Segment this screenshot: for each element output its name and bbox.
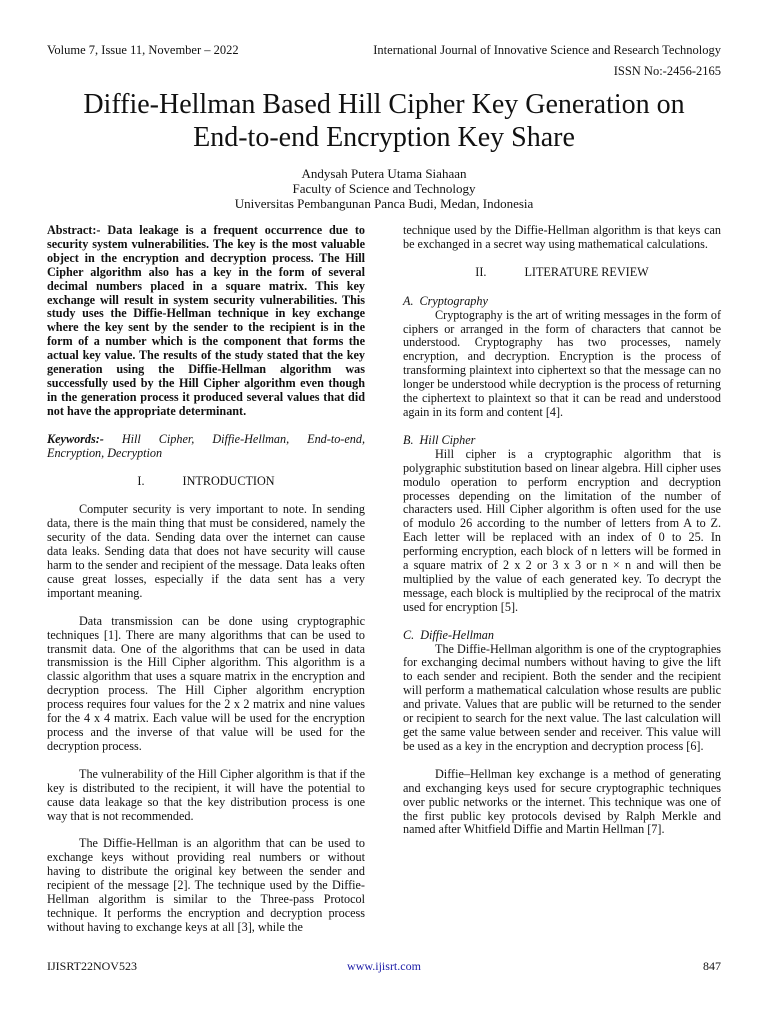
keywords-label: Keywords:- (47, 431, 104, 446)
page-number: 847 (703, 959, 721, 973)
right-column (403, 224, 721, 837)
author-university: Universitas Pembangunan Panca Budi, Medan, Indonesia (234, 196, 534, 211)
author-name: Andysah Putera Utama Siahaan (301, 166, 467, 181)
paper-id: IJISRT22NOV523 (47, 959, 137, 973)
title-line-1: Diffie-Hellman Based Hill Cipher Key Generation on (83, 89, 685, 120)
subsection-heading-diffie-hellman: C. Diffie-Hellman (403, 627, 494, 642)
intro-paragraph-3: The vulnerability of the Hill Cipher algorithm is that if the key is distributed to the recipient, it will have the potential to cause data leakage so that the key distribution process is one way that is not recommended. (47, 766, 365, 823)
author-block (0, 166, 768, 211)
author-faculty: Faculty of Science and Technology (292, 181, 476, 196)
keywords (47, 433, 365, 461)
abstract-text: Data leakage is a frequent occurrence due to security system vulnerabilities. The key is the most valuable object in the encryption and decryption process. The Hill Cipher algorithm also has a key in the form of several decimal numbers placed in a square matrix. This key exchange will result in system security vulnerabilities. This study uses the Diffie-Hellman technique in key exchange where the key sent by the sender to the recipient is in the form of a number which is the component that forms the actual key value. The results of the study stated that the key generation using the Diffie-Hellman algorithm was successfully used by the Hill Cipher algorithm even though in the generation process it produced several values that did not have the appropriate determinant. (47, 223, 365, 418)
section-heading-literature-review (403, 266, 721, 280)
intro-paragraph-2: Data transmission can be done using cryptographic techniques [1]. There are many algorithms that can be used to transmit data. One of the algorithms that can be used in data transmission is the Hill Cipher algorithm. This algorithm is a classic algorithm that uses a square matrix in the encryption and decryption process. The Hill Cipher algorithm encryption process requires four values for the 2 x 2 matrix and nine values for the 4 x 4 matrix. Each value will be used for the encryption process and the inverse of that value will be used for the decryption process. (47, 613, 365, 753)
subsection-heading-hill-cipher: B. Hill Cipher (403, 432, 476, 447)
intro-continuation: technique used by the Diffie-Hellman algorithm is that keys can be exchanged in a secret way using mathematical calculations. (403, 223, 721, 251)
abstract (47, 224, 365, 419)
intro-paragraph-1: Computer security is very important to note. In sending data, there is the main thing that must be considered, namely the security of the data. Sending data over the internet can cause data leaks. Sending data that does not have security will cause harm to the sender and recipient of the message. Data leaks often cause great losses, especially if the data sent has a very important meaning. (47, 502, 365, 600)
subsection-heading-cryptography: A. Cryptography (403, 293, 488, 308)
title-line-2: End-to-end Encryption Key Share (193, 122, 575, 153)
section-heading-introduction (47, 475, 365, 489)
hill-cipher-paragraph: Hill cipher is a cryptographic algorithm that is polygraphic substitution based on linear algebra. Hill cipher uses modulo operation to perform encryption and decryption processes depending on the limitation of the number of characters used. Hill Cipher algorithm is often used for the use of modulo 26 according to the number of letters from A to Z. Each letter will be replaced with an index of 0 to 25. In performing encryption, each block of n letters will be formed in a square matrix of 2 x 2 or 3 x 3 or n × n and will then be multiplied by the value of each generated key. To decrypt the message, each block is multiplied by the reciprocal of the matrix used for encryption [5]. (403, 446, 721, 614)
section-title: INTRODUCTION (182, 473, 275, 488)
section-number: I. (137, 473, 145, 488)
section-number: II. (475, 264, 487, 279)
journal-name: International Journal of Innovative Science and Research Technology (373, 43, 721, 57)
left-column (47, 224, 365, 935)
diffie-hellman-paragraph-1: The Diffie-Hellman algorithm is one of the cryptographies for exchanging decimal numbers without having to give the lift to each sender and recipient. Both the sender and the recipient will perform a mathematical calculation whose results are public and private. Values that are public will be returned to the sender or recipient to search for the next value. The last calculation will get the same value between sender and receiver. This value will be used as a key in the encryption and decryption process [6]. (403, 641, 721, 753)
cryptography-paragraph: Cryptography is the art of writing messages in the form of ciphers or arranged in the form of characters that cannot be understood. Cryptography has two processes, namely encryption, and decryption. Encryption is the process of transforming plaintext into ciphertext so that the message can no longer be understood while decryption is the process of returning the ciphertext to plaintext so that it can be read and understood again in its form and content [4]. (403, 307, 721, 419)
issn: ISSN No:-2456-2165 (613, 64, 721, 78)
journal-volume: Volume 7, Issue 11, November – 2022 (47, 43, 239, 57)
diffie-hellman-paragraph-2: Diffie–Hellman key exchange is a method of generating and exchanging keys used for secure cryptographic techniques over public networks or the internet. This technique was one of the first public key protocols devised by Ralph Merkle and named after Whitfield Diffie and Martin Hellman [7]. (403, 766, 721, 837)
keywords-text: Hill Cipher, Diffie-Hellman, End-to-end, Encryption, Decryption (47, 431, 366, 460)
paper-title (30, 88, 738, 154)
journal-website-link[interactable]: www.ijisrt.com (347, 959, 421, 973)
section-title: LITERATURE REVIEW (524, 264, 649, 279)
intro-paragraph-4: The Diffie-Hellman is an algorithm that can be used to exchange keys without providing real numbers or without having to distribute the original key between the sender and recipient of the message [2]. The technique used by the Diffie-Hellman algorithm is similar to the Three-pass Protocol technique. It performs the encryption and decryption process without having to exchange keys at all [3], while the (47, 836, 365, 934)
abstract-label: Abstract:- (47, 223, 101, 237)
